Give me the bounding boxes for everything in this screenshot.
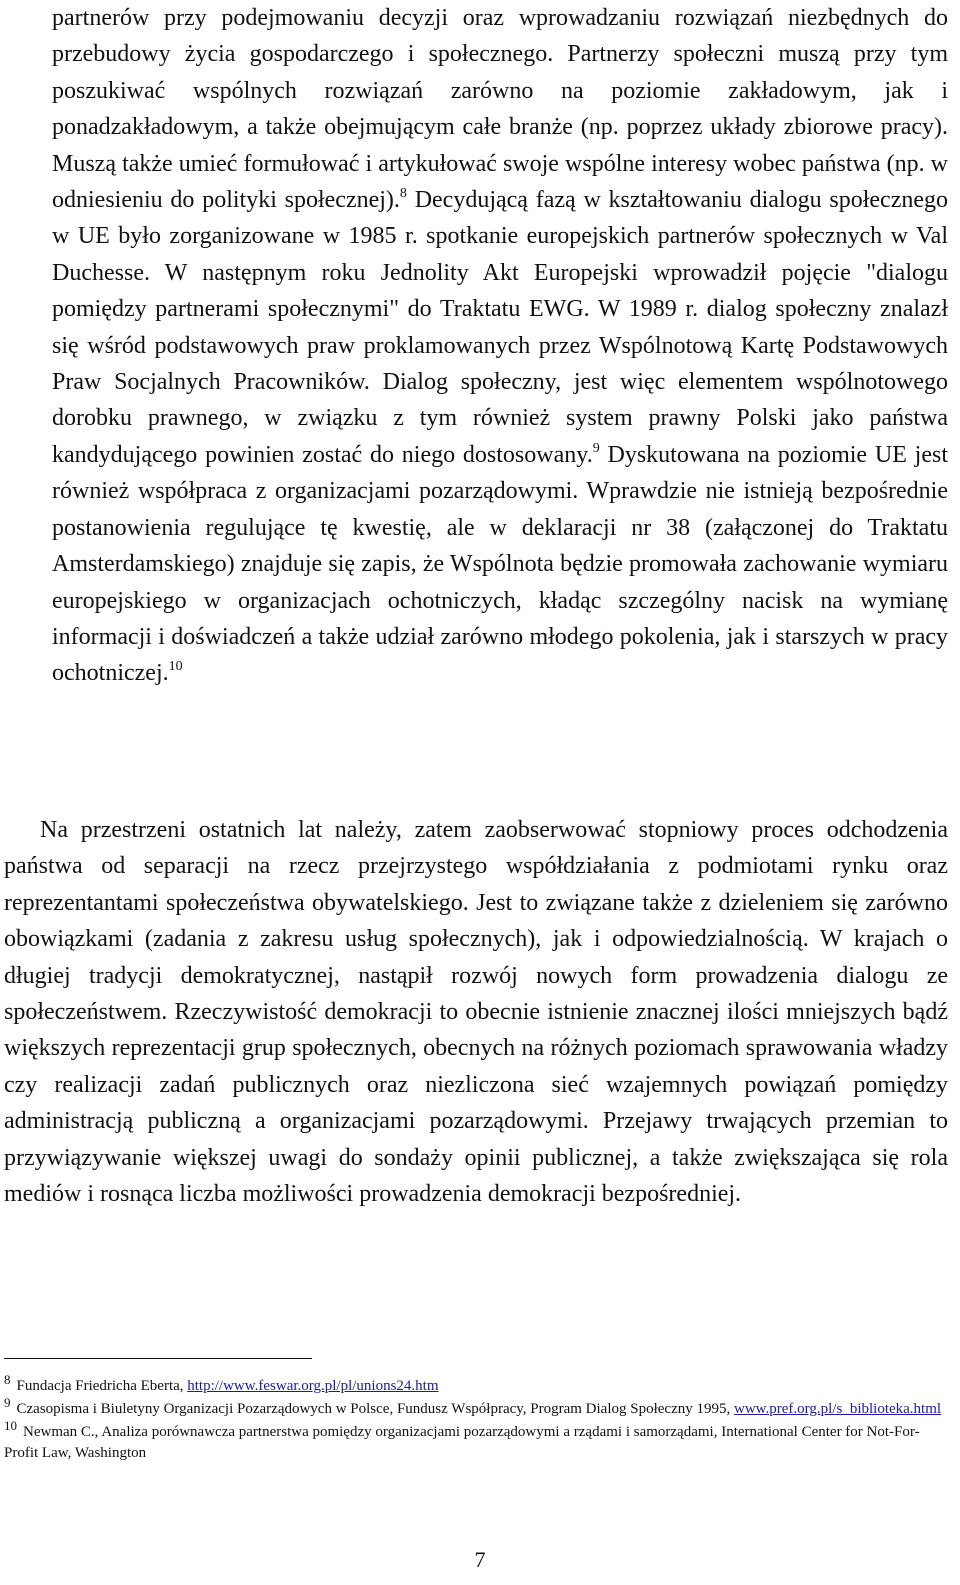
footnote-ref-8[interactable]: 8	[399, 186, 407, 202]
footnote-number: 9	[4, 1395, 11, 1410]
paragraph-1-text-b: Decydującą fazą w kształtowaniu dialogu społecznego w UE było zorganizowane w 1985 r. spotkanie europejskich partnerów społecznych w Val Duchesse. W następnym roku Jednolity Akt Europejski wprowadził pojęcie "dialogu pomiędzy partnerami społecznymi" do Traktatu EWG. W 1989 r. dialog społeczny znalazł się wśród podstawowych praw proklamowanych przez Wspólnotową Kartę Podstawowych Praw Socjalnych Pracowników. Dialog społeczny, jest więc elementem wspólnotowego dorobku prawnego, w związku z tym również system prawny Polski jako państwa kandydującego powinien zostać do niego dostosowany.	[52, 187, 948, 468]
footnote-text: Newman C., Analiza porównawcza partnerstwa pomiędzy organizacjami pozarządowymi a rządami i samorządami, International Center for Not-For-Profit Law, Washington	[4, 1424, 920, 1461]
footnote-ref-9[interactable]: 9	[592, 440, 600, 456]
paragraph-1-text-c: Dyskutowana na poziomie UE jest również współpraca z organizacjami pozarządowymi. Wprawdzie nie istnieją bezpośrednie postanowienia regulujące tę kwestię, ale w deklaracji nr 38 (załączonej do Traktatu Amsterdamskiego) znajduje się zapis, że Wspólnota będzie promowała zachowanie wymiaru europejskiego w organizacjach ochotniczych, kładąc szczególny nacisk na wymianę informacji i doświadczeń a także udział zarówno młodego pokolenia, jak i starszych w pracy ochotniczej.	[52, 441, 949, 687]
page-number: 7	[474, 1547, 486, 1572]
footnote-text: Fundacja Friedricha Eberta,	[16, 1378, 188, 1394]
footnote-link[interactable]: http://www.feswar.org.pl/pl/unions24.htm	[187, 1378, 439, 1394]
body-paragraph-2: Na przestrzeni ostatnich lat należy, zatem zaobserwować stopniowy proces odchodzenia państwa od separacji na rzecz przejrzystego współdziałania z podmiotami rynku oraz reprezentantami społeczeństwa obywatelskiego. Jest to związane także z dzieleniem się zarówno obowiązkami (zadania z zakresu usług społecznych), jak i odpowiedzialnością. W krajach o długiej tradycji demokratycznej, nastąpił rozwój nowych form prowadzenia dialogu ze społeczeństwem. Rzeczywistość demokracji to obecnie istnienie znacznej ilości mniejszych bądź większych reprezentacji grup społecznych, obecnych na różnych poziomach sprawowania władzy czy realizacji zadań publicznych oraz niezliczona sieć wzajemnych powiązań pomiędzy administracją publiczną a organizacjami pozarządowymi. Przejawy trwających przemian to przywiązywanie większej uwagi do sondaży opinii publicznej, a także zwiększająca się rola mediów i rosnąca liczba możliwości prowadzenia demokracji bezpośredniej.	[4, 817, 948, 1208]
paragraph-1-text-a: partnerów przy podejmowaniu decyzji oraz wprowadzaniu rozwiązań niezbędnych do przebudowy życia gospodarczego i społecznego. Partnerzy społeczni muszą przy tym poszukiwać wspólnych rozwiązań zarówno na poziomie zakładowym, jak i ponadzakładowym, a także obejmującym całe branże (np. poprzez układy zbiorowe pracy). Muszą także umieć formułować i artykułować swoje wspólne interesy wobec państwa (np. w odniesieniu do polityki społecznej).	[52, 5, 948, 214]
footnote-separator	[4, 1358, 312, 1359]
footnote-link[interactable]: www.pref.org.pl/s_biblioteka.html	[734, 1401, 942, 1417]
footnote-ref-10[interactable]: 10	[168, 659, 183, 675]
body-paragraph-1	[52, 0, 948, 692]
footnote-text: Czasopisma i Biuletyny Organizacji Pozarządowych w Polsce, Fundusz Współpracy, Program Dialog Społeczny 1995,	[16, 1401, 734, 1417]
footnote-9	[4, 1395, 944, 1420]
footnote-10	[4, 1418, 944, 1464]
footnote-number: 10	[4, 1418, 17, 1433]
footnote-number: 8	[4, 1372, 11, 1387]
footnotes	[4, 1372, 944, 1466]
footnote-8	[4, 1372, 944, 1397]
